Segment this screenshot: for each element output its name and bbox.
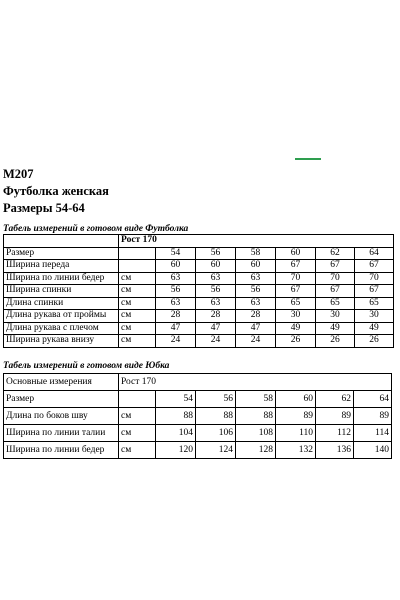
row-label: Длина по боков шву bbox=[4, 408, 119, 425]
row-label: Ширина рукава внизу bbox=[4, 335, 119, 348]
value-cell: 58 bbox=[236, 391, 276, 408]
skirt-measurements-table bbox=[3, 373, 392, 459]
table-row bbox=[4, 425, 392, 442]
table-cell bbox=[4, 235, 119, 248]
value-cell: 63 bbox=[236, 272, 276, 285]
value-cell: 30 bbox=[316, 310, 355, 323]
value-cell: 24 bbox=[156, 335, 196, 348]
value-cell: 70 bbox=[355, 272, 394, 285]
value-cell: 88 bbox=[196, 408, 236, 425]
value-cell: 65 bbox=[276, 297, 316, 310]
value-cell: 110 bbox=[276, 425, 316, 442]
value-cell: 56 bbox=[196, 285, 236, 298]
value-cell: 58 bbox=[236, 247, 276, 260]
value-cell: 28 bbox=[236, 310, 276, 323]
value-cell: 132 bbox=[276, 442, 316, 459]
value-cell: 124 bbox=[196, 442, 236, 459]
value-cell: 28 bbox=[156, 310, 196, 323]
unit-cell bbox=[119, 391, 156, 408]
model-code: М207 bbox=[3, 167, 34, 181]
value-cell: 89 bbox=[354, 408, 392, 425]
value-cell: 67 bbox=[355, 285, 394, 298]
value-cell: 62 bbox=[316, 391, 354, 408]
height-label: Рост 170 bbox=[119, 235, 394, 248]
value-cell: 60 bbox=[156, 260, 196, 273]
row-label: Длина рукава от проймы bbox=[4, 310, 119, 323]
value-cell: 60 bbox=[276, 247, 316, 260]
table-row bbox=[4, 374, 392, 391]
table-row bbox=[4, 285, 394, 298]
value-cell: 67 bbox=[316, 285, 355, 298]
unit-cell bbox=[119, 260, 156, 273]
value-cell: 140 bbox=[354, 442, 392, 459]
table-row bbox=[4, 297, 394, 310]
table-row bbox=[4, 442, 392, 459]
value-cell: 54 bbox=[156, 247, 196, 260]
value-cell: 47 bbox=[236, 322, 276, 335]
value-cell: 104 bbox=[156, 425, 196, 442]
value-cell: 64 bbox=[354, 391, 392, 408]
table-row bbox=[4, 310, 394, 323]
value-cell: 24 bbox=[196, 335, 236, 348]
unit-cell: см bbox=[119, 310, 156, 323]
unit-cell bbox=[119, 247, 156, 260]
cell-selection-marker bbox=[295, 158, 321, 160]
row-label: Ширина по линии бедер bbox=[4, 272, 119, 285]
value-cell: 56 bbox=[196, 247, 236, 260]
value-cell: 67 bbox=[355, 260, 394, 273]
value-cell: 108 bbox=[236, 425, 276, 442]
value-cell: 49 bbox=[316, 322, 355, 335]
value-cell: 49 bbox=[276, 322, 316, 335]
unit-cell: см bbox=[119, 408, 156, 425]
value-cell: 49 bbox=[355, 322, 394, 335]
value-cell: 60 bbox=[276, 391, 316, 408]
table-row bbox=[4, 322, 394, 335]
value-cell: 56 bbox=[156, 285, 196, 298]
value-cell: 63 bbox=[156, 272, 196, 285]
table-row bbox=[4, 335, 394, 348]
value-cell: 106 bbox=[196, 425, 236, 442]
product-name: Футболка женская bbox=[3, 184, 109, 198]
value-cell: 26 bbox=[316, 335, 355, 348]
value-cell: 63 bbox=[236, 297, 276, 310]
row-label: Ширина по линии талии bbox=[4, 425, 119, 442]
row-label: Размер bbox=[4, 247, 119, 260]
value-cell: 88 bbox=[156, 408, 196, 425]
unit-cell: см bbox=[119, 297, 156, 310]
value-cell: 67 bbox=[276, 260, 316, 273]
value-cell: 24 bbox=[236, 335, 276, 348]
value-cell: 112 bbox=[316, 425, 354, 442]
value-cell: 64 bbox=[355, 247, 394, 260]
document-header bbox=[3, 166, 109, 217]
value-cell: 67 bbox=[276, 285, 316, 298]
value-cell: 62 bbox=[316, 247, 355, 260]
value-cell: 26 bbox=[355, 335, 394, 348]
table-row bbox=[4, 260, 394, 273]
height-label: Рост 170 bbox=[119, 374, 392, 391]
row-label: Ширина переда bbox=[4, 260, 119, 273]
value-cell: 30 bbox=[276, 310, 316, 323]
value-cell: 88 bbox=[236, 408, 276, 425]
value-cell: 70 bbox=[276, 272, 316, 285]
row-label: Ширина по линии бедер bbox=[4, 442, 119, 459]
value-cell: 136 bbox=[316, 442, 354, 459]
value-cell: 89 bbox=[276, 408, 316, 425]
unit-cell: см bbox=[119, 322, 156, 335]
value-cell: 26 bbox=[276, 335, 316, 348]
table-row bbox=[4, 272, 394, 285]
unit-cell: см bbox=[119, 285, 156, 298]
value-cell: 47 bbox=[196, 322, 236, 335]
row-label: Размер bbox=[4, 391, 119, 408]
value-cell: 128 bbox=[236, 442, 276, 459]
table-row bbox=[4, 391, 392, 408]
value-cell: 56 bbox=[236, 285, 276, 298]
value-cell: 63 bbox=[156, 297, 196, 310]
value-cell: 70 bbox=[316, 272, 355, 285]
unit-cell: см bbox=[119, 425, 156, 442]
tshirt-measurements-table bbox=[3, 234, 394, 348]
value-cell: 67 bbox=[316, 260, 355, 273]
value-cell: 54 bbox=[156, 391, 196, 408]
size-range: Размеры 54-64 bbox=[3, 201, 85, 215]
value-cell: 89 bbox=[316, 408, 354, 425]
value-cell: 60 bbox=[196, 260, 236, 273]
unit-cell: см bbox=[119, 335, 156, 348]
table-row bbox=[4, 408, 392, 425]
unit-cell: см bbox=[119, 272, 156, 285]
unit-cell: см bbox=[119, 442, 156, 459]
value-cell: 56 bbox=[196, 391, 236, 408]
row-label: Длина спинки bbox=[4, 297, 119, 310]
tshirt-table-title: Табель измерений в готовом виде Футболка bbox=[3, 224, 189, 234]
skirt-table-title: Табель измерений в готовом виде Юбка bbox=[3, 361, 170, 371]
value-cell: 63 bbox=[196, 272, 236, 285]
value-cell: 28 bbox=[196, 310, 236, 323]
value-cell: 30 bbox=[355, 310, 394, 323]
value-cell: 47 bbox=[156, 322, 196, 335]
value-cell: 65 bbox=[355, 297, 394, 310]
value-cell: 60 bbox=[236, 260, 276, 273]
main-measurements-label: Основные измерения bbox=[4, 374, 119, 391]
value-cell: 65 bbox=[316, 297, 355, 310]
table-row bbox=[4, 235, 394, 248]
row-label: Длина рукава с плечом bbox=[4, 322, 119, 335]
row-label: Ширина спинки bbox=[4, 285, 119, 298]
value-cell: 114 bbox=[354, 425, 392, 442]
value-cell: 63 bbox=[196, 297, 236, 310]
value-cell: 120 bbox=[156, 442, 196, 459]
table-row bbox=[4, 247, 394, 260]
